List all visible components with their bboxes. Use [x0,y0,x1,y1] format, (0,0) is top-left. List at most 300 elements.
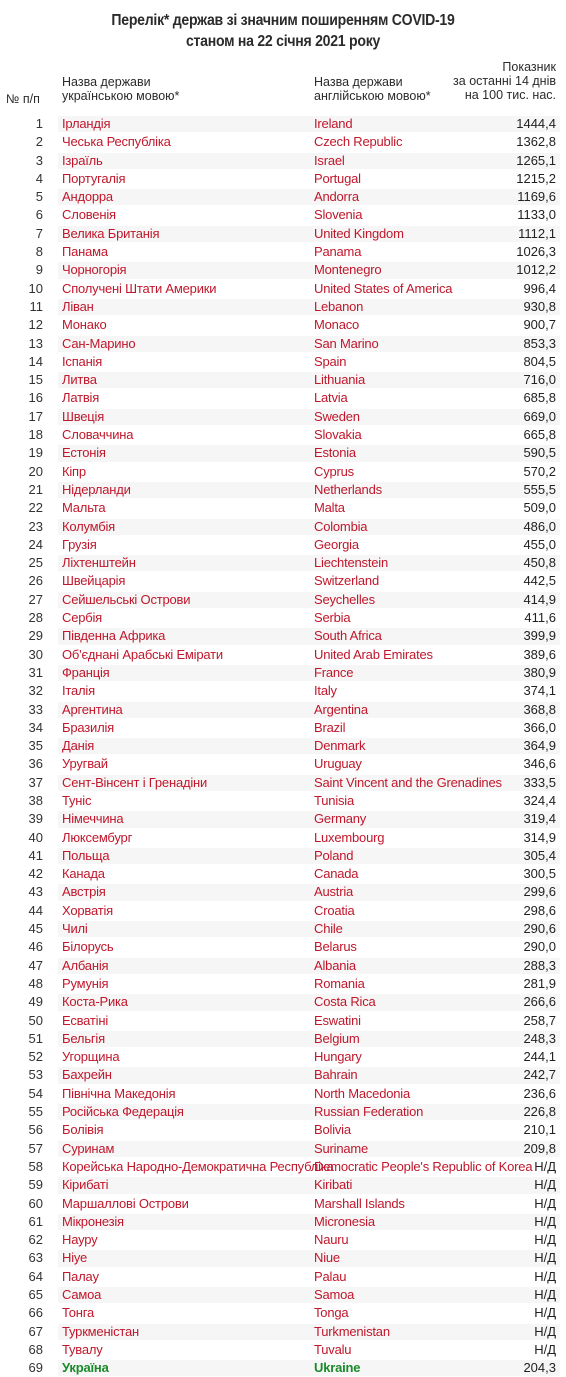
country-name-english: San Marino [314,335,379,351]
incidence-value: Н/Д [534,1305,556,1321]
row-band [58,189,560,205]
incidence-value: 1169,6 [517,189,556,205]
country-name-english: Seychelles [314,591,375,607]
table-row [0,1304,566,1322]
table-row [0,481,566,499]
table-row [0,1195,566,1213]
incidence-value: Н/Д [534,1268,556,1284]
row-number: 57 [28,1140,43,1156]
row-band [58,1067,560,1083]
country-name-english: South Africa [314,628,382,644]
table-row [0,426,566,444]
country-name-ukrainian: Польща [62,847,110,863]
country-name-ukrainian: Колумбія [62,518,116,534]
row-number: 19 [28,445,43,461]
table-row [0,206,566,224]
row-band [58,830,560,846]
row-band [58,1049,560,1065]
table-row [0,975,566,993]
row-number: 53 [28,1067,43,1083]
country-name-english: Romania [314,975,365,991]
country-name-english: Eswatini [314,1012,361,1028]
table-row [0,957,566,975]
country-name-ukrainian: Франція [62,664,110,680]
row-number: 22 [28,500,43,516]
incidence-value: 853,3 [523,335,556,351]
table-row [0,1249,566,1267]
table-row [0,280,566,298]
country-name-english: Belarus [314,939,357,955]
country-name-english: Tuvalu [314,1341,352,1357]
row-number: 2 [35,134,43,150]
row-number: 21 [28,481,43,497]
row-band [58,976,560,992]
row-number: 11 [29,298,43,314]
table-row [0,1231,566,1249]
country-name-english: Slovenia [314,207,363,223]
table-row [0,719,566,737]
table-row [0,609,566,627]
country-name-ukrainian: Швейцарія [62,573,126,589]
row-number: 58 [28,1158,43,1174]
country-name-english: Canada [314,866,359,882]
row-number: 5 [35,189,43,205]
row-number: 67 [28,1323,43,1339]
row-band [58,1214,560,1230]
row-number: 29 [28,628,43,644]
table-row [0,389,566,407]
row-number: 35 [28,738,43,754]
table-row [0,938,566,956]
table-row [0,1103,566,1121]
country-name-english: Slovakia [314,427,362,443]
row-number: 20 [28,463,43,479]
country-name-english: United Kingdom [314,225,404,241]
incidence-value: 210,1 [523,1122,556,1138]
country-name-english: Lebanon [314,298,364,314]
incidence-value: 1026,3 [516,244,556,260]
row-band [58,665,560,681]
country-name-ukrainian: Тувалу [62,1341,103,1357]
table-row [0,883,566,901]
table-header [0,60,566,112]
row-band [58,390,560,406]
country-name-ukrainian: Ліхтенштейн [62,555,136,571]
incidence-value: 509,0 [523,500,556,516]
country-name-english: Uruguay [314,756,362,772]
incidence-value: 930,8 [523,298,556,314]
row-band [58,244,560,260]
country-name-ukrainian: Ізраїль [62,152,103,168]
row-number: 48 [28,975,43,991]
row-number: 68 [28,1341,43,1357]
country-name-english: Monaco [314,317,360,333]
country-name-english: Portugal [314,170,361,186]
row-number: 61 [28,1213,43,1229]
row-band [58,1013,560,1029]
table-row [0,152,566,170]
table-row [0,115,566,133]
table-row [0,353,566,371]
country-name-english: Panama [314,244,362,260]
country-name-english: Costa Rica [314,994,376,1010]
title-line-1: Перелік* держав зі значним поширенням COVID-19 [111,12,455,29]
row-number: 38 [28,792,43,808]
country-name-ukrainian: Грузія [62,536,97,552]
table-row [0,902,566,920]
country-name-ukrainian: Палау [62,1268,99,1284]
country-name-ukrainian: Угорщина [62,1049,120,1065]
country-name-english: Sweden [314,408,360,424]
incidence-value: 486,0 [523,518,556,534]
table-row [0,1341,566,1359]
row-number: 33 [28,701,43,717]
incidence-value: 1215,2 [516,170,556,186]
country-name-english: Israel [314,152,345,168]
country-name-ukrainian: Данія [62,738,95,754]
incidence-value: 590,5 [523,445,556,461]
country-name-english: Austria [314,884,354,900]
table-row [0,225,566,243]
row-number: 9 [35,262,43,278]
country-name-ukrainian: Корейська Народно-Демократична Республіка [62,1158,334,1174]
country-name-english: Palau [314,1268,347,1284]
incidence-value: 266,6 [523,994,556,1010]
country-name-english: Netherlands [314,481,382,497]
table-row [0,920,566,938]
row-band [58,811,560,827]
country-name-ukrainian: Коста-Рика [62,994,128,1010]
table-row [0,298,566,316]
incidence-value: 209,8 [523,1140,556,1156]
incidence-value: 290,0 [523,939,556,955]
country-name-english: Lithuania [314,372,365,388]
row-band [58,1177,560,1193]
incidence-value: 442,5 [523,573,556,589]
country-name-ukrainian: Литва [62,372,97,388]
incidence-value: 900,7 [523,317,556,333]
row-band [58,1269,560,1285]
row-number: 47 [28,957,43,973]
incidence-value: 314,9 [523,829,556,845]
country-name-ukrainian: Естонія [62,445,106,461]
country-name-ukrainian: Науру [62,1232,98,1248]
country-name-english: Tonga [314,1305,349,1321]
header-en-line-2: англійською мовою* [314,89,431,103]
incidence-value: 399,9 [523,628,556,644]
table-row [0,682,566,700]
row-band [58,1342,560,1358]
country-name-ukrainian: Мальта [62,500,106,516]
row-band [58,866,560,882]
row-number: 56 [28,1122,43,1138]
country-name-english: Marshall Islands [314,1195,405,1211]
country-name-ukrainian: Латвія [62,390,100,406]
row-number: 46 [28,939,43,955]
country-name-ukrainian: Італія [62,683,95,699]
table-row [0,261,566,279]
country-name-ukrainian: Бахрейн [62,1067,112,1083]
row-band [58,1287,560,1303]
row-number: 60 [28,1195,43,1211]
table-row [0,1140,566,1158]
row-band [58,262,560,278]
country-name-ukrainian: Болівія [62,1122,104,1138]
country-name-ukrainian: Сент-Вінсент і Гренадіни [62,774,208,790]
row-number: 12 [28,317,43,333]
title-line-2: станом на 22 січня 2021 року [185,33,381,50]
header-indicator [453,60,556,102]
incidence-value: Н/Д [534,1323,556,1339]
row-band [58,207,560,223]
incidence-value: Н/Д [534,1287,556,1302]
incidence-value: 665,8 [523,427,556,443]
country-name-english: Switzerland [314,573,379,589]
country-name-english: Russian Federation [314,1104,424,1120]
country-name-english: Luxembourg [314,829,385,845]
country-name-ukrainian: Словенія [62,207,116,223]
row-number: 55 [28,1104,43,1120]
row-number: 14 [28,353,43,369]
table-row [0,1085,566,1103]
country-name-english: Malta [314,500,345,516]
incidence-value: Н/Д [534,1250,556,1266]
header-english-name [314,75,431,103]
row-number: 63 [28,1250,43,1266]
country-name-ukrainian: Чорногорія [62,262,127,278]
table-row [0,518,566,536]
incidence-value: 380,9 [523,664,556,680]
incidence-value: 716,0 [523,372,556,388]
table-row [0,316,566,334]
incidence-value: 290,6 [523,921,556,937]
country-name-ukrainian: Нідерланди [62,481,131,497]
country-name-english: Tunisia [314,792,355,808]
incidence-value: Н/Д [534,1195,556,1211]
incidence-value: Н/Д [534,1158,556,1174]
country-name-ukrainian: Бельгія [62,1030,105,1046]
incidence-value: Н/Д [534,1177,556,1193]
country-name-english: Bolivia [314,1122,351,1138]
table-row [0,774,566,792]
table-row [0,1286,566,1304]
country-name-ukrainian: Хорватія [62,902,113,918]
country-name-english: Poland [314,847,354,863]
country-name-english: Argentina [314,701,368,717]
row-band [58,317,560,333]
row-band [58,445,560,461]
row-band [58,903,560,919]
incidence-value: 455,0 [523,536,556,552]
row-band [58,482,560,498]
incidence-value: 1133,0 [517,207,556,223]
header-ua-line-2: українською мовою* [62,89,180,103]
table-row [0,737,566,755]
row-number: 41 [28,847,43,863]
country-name-ukrainian: Андорра [62,189,113,205]
row-number: 44 [28,902,43,918]
country-name-ukrainian: Чеська Республіка [62,134,171,150]
country-name-english: Turkmenistan [314,1323,390,1339]
header-val-line-3: на 100 тис. нас. [464,88,556,102]
row-number: 31 [28,664,43,680]
table-row [0,1359,566,1377]
incidence-value: 685,8 [523,390,556,406]
incidence-value: 1112,1 [518,225,556,241]
country-name-english: Samoa [314,1287,355,1302]
incidence-value: 669,0 [523,408,556,424]
incidence-value: 555,5 [523,481,556,497]
table-row [0,170,566,188]
country-name-ukrainian: Канада [62,866,105,882]
table-row [0,1030,566,1048]
incidence-value: 236,6 [523,1085,556,1101]
country-name-ukrainian: Кірибаті [62,1177,109,1193]
row-number: 49 [28,994,43,1010]
table-row [0,335,566,353]
country-name-english: Suriname [314,1140,369,1156]
row-band [58,793,560,809]
incidence-value: 248,3 [523,1030,556,1046]
row-number: 6 [35,207,43,223]
table-row [0,701,566,719]
incidence-value: 1444,4 [516,116,556,131]
table-row [0,1048,566,1066]
incidence-value: 346,6 [523,756,556,772]
table-row [0,847,566,865]
row-number: 7 [35,225,43,241]
row-band [58,409,560,425]
country-name-ukrainian: Кіпр [62,463,86,479]
country-name-ukrainian: Албанія [62,957,109,973]
country-name-ukrainian: Україна [62,1360,109,1376]
country-name-ukrainian: Чилі [62,921,88,937]
incidence-value: 298,6 [523,902,556,918]
incidence-value: 333,5 [523,774,556,790]
country-name-english: Serbia [314,610,351,626]
table-row [0,1323,566,1341]
incidence-value: Н/Д [534,1341,556,1357]
country-name-english: Germany [314,811,367,827]
header-val-line-2: за останні 14 днів [453,74,556,88]
incidence-value: 804,5 [523,353,556,369]
country-name-english: United States of America [314,280,453,296]
row-band [58,958,560,974]
country-name-ukrainian: Словаччина [62,427,134,443]
country-name-ukrainian: Південна Африка [62,628,166,644]
table-row [0,829,566,847]
row-number: 16 [28,390,43,406]
country-name-english: Democratic People's Republic of Korea [314,1158,533,1174]
country-name-ukrainian: Ірландія [62,116,111,131]
table-row [0,1213,566,1231]
row-band [58,299,560,315]
row-band [58,573,560,589]
row-number: 32 [28,683,43,699]
incidence-value: 389,6 [523,646,556,662]
incidence-value: 364,9 [523,738,556,754]
country-name-ukrainian: Іспанія [62,353,103,369]
row-number: 4 [35,170,43,186]
row-number: 15 [28,372,43,388]
incidence-value: 204,3 [523,1360,556,1376]
row-band [58,884,560,900]
table-row [0,444,566,462]
country-name-english: Latvia [314,390,348,406]
country-name-ukrainian: Суринам [62,1140,115,1156]
row-number: 42 [28,866,43,882]
header-ukrainian-name [62,75,179,103]
incidence-value: 996,4 [523,280,556,296]
row-number: 25 [28,555,43,571]
row-number: 43 [28,884,43,900]
row-number: 45 [28,921,43,937]
country-name-english: United Arab Emirates [314,646,433,662]
incidence-value: 226,8 [523,1104,556,1120]
country-name-english: Bahrain [314,1067,358,1083]
country-name-ukrainian: Сейшельські Острови [62,591,191,607]
table-row [0,243,566,261]
country-name-english: France [314,664,354,680]
row-number: 62 [28,1232,43,1248]
country-name-english: Ukraine [314,1360,361,1376]
table-row [0,792,566,810]
table-body [0,115,566,1377]
header-en-line-1: Назва держави [314,75,403,89]
row-band [58,1250,560,1266]
page-title [34,0,532,52]
row-band [58,1232,560,1248]
incidence-value: Н/Д [534,1232,556,1248]
country-name-ukrainian: Об'єднані Арабські Емірати [62,646,223,662]
country-name-ukrainian: Ніуе [62,1250,88,1266]
row-band [58,921,560,937]
incidence-value: 258,7 [523,1012,556,1028]
table-row [0,188,566,206]
row-number: 30 [28,646,43,662]
incidence-value: 1265,1 [516,152,556,168]
row-band [58,354,560,370]
row-number: 66 [28,1305,43,1321]
row-band [58,939,560,955]
incidence-value: 368,8 [523,701,556,717]
row-band [58,153,560,169]
country-name-english: Niue [314,1250,340,1266]
country-name-ukrainian: Туніс [62,792,92,808]
row-band [58,1141,560,1157]
country-name-english: Andorra [314,189,359,205]
incidence-value: 300,5 [523,866,556,882]
country-name-ukrainian: Монако [62,317,107,333]
table-row [0,1176,566,1194]
row-number: 3 [35,152,43,168]
table-row [0,646,566,664]
table-row [0,371,566,389]
row-number: 1 [35,116,43,131]
country-name-ukrainian: Тонга [62,1305,95,1321]
table-row [0,810,566,828]
table-row [0,1012,566,1030]
country-name-ukrainian: Німеччина [62,811,124,827]
row-number: 52 [28,1049,43,1065]
table-row [0,627,566,645]
row-band [58,171,560,187]
row-number: 8 [35,244,43,260]
row-band [58,500,560,516]
incidence-value: 570,2 [523,463,556,479]
table-row [0,664,566,682]
incidence-value: 299,6 [523,884,556,900]
